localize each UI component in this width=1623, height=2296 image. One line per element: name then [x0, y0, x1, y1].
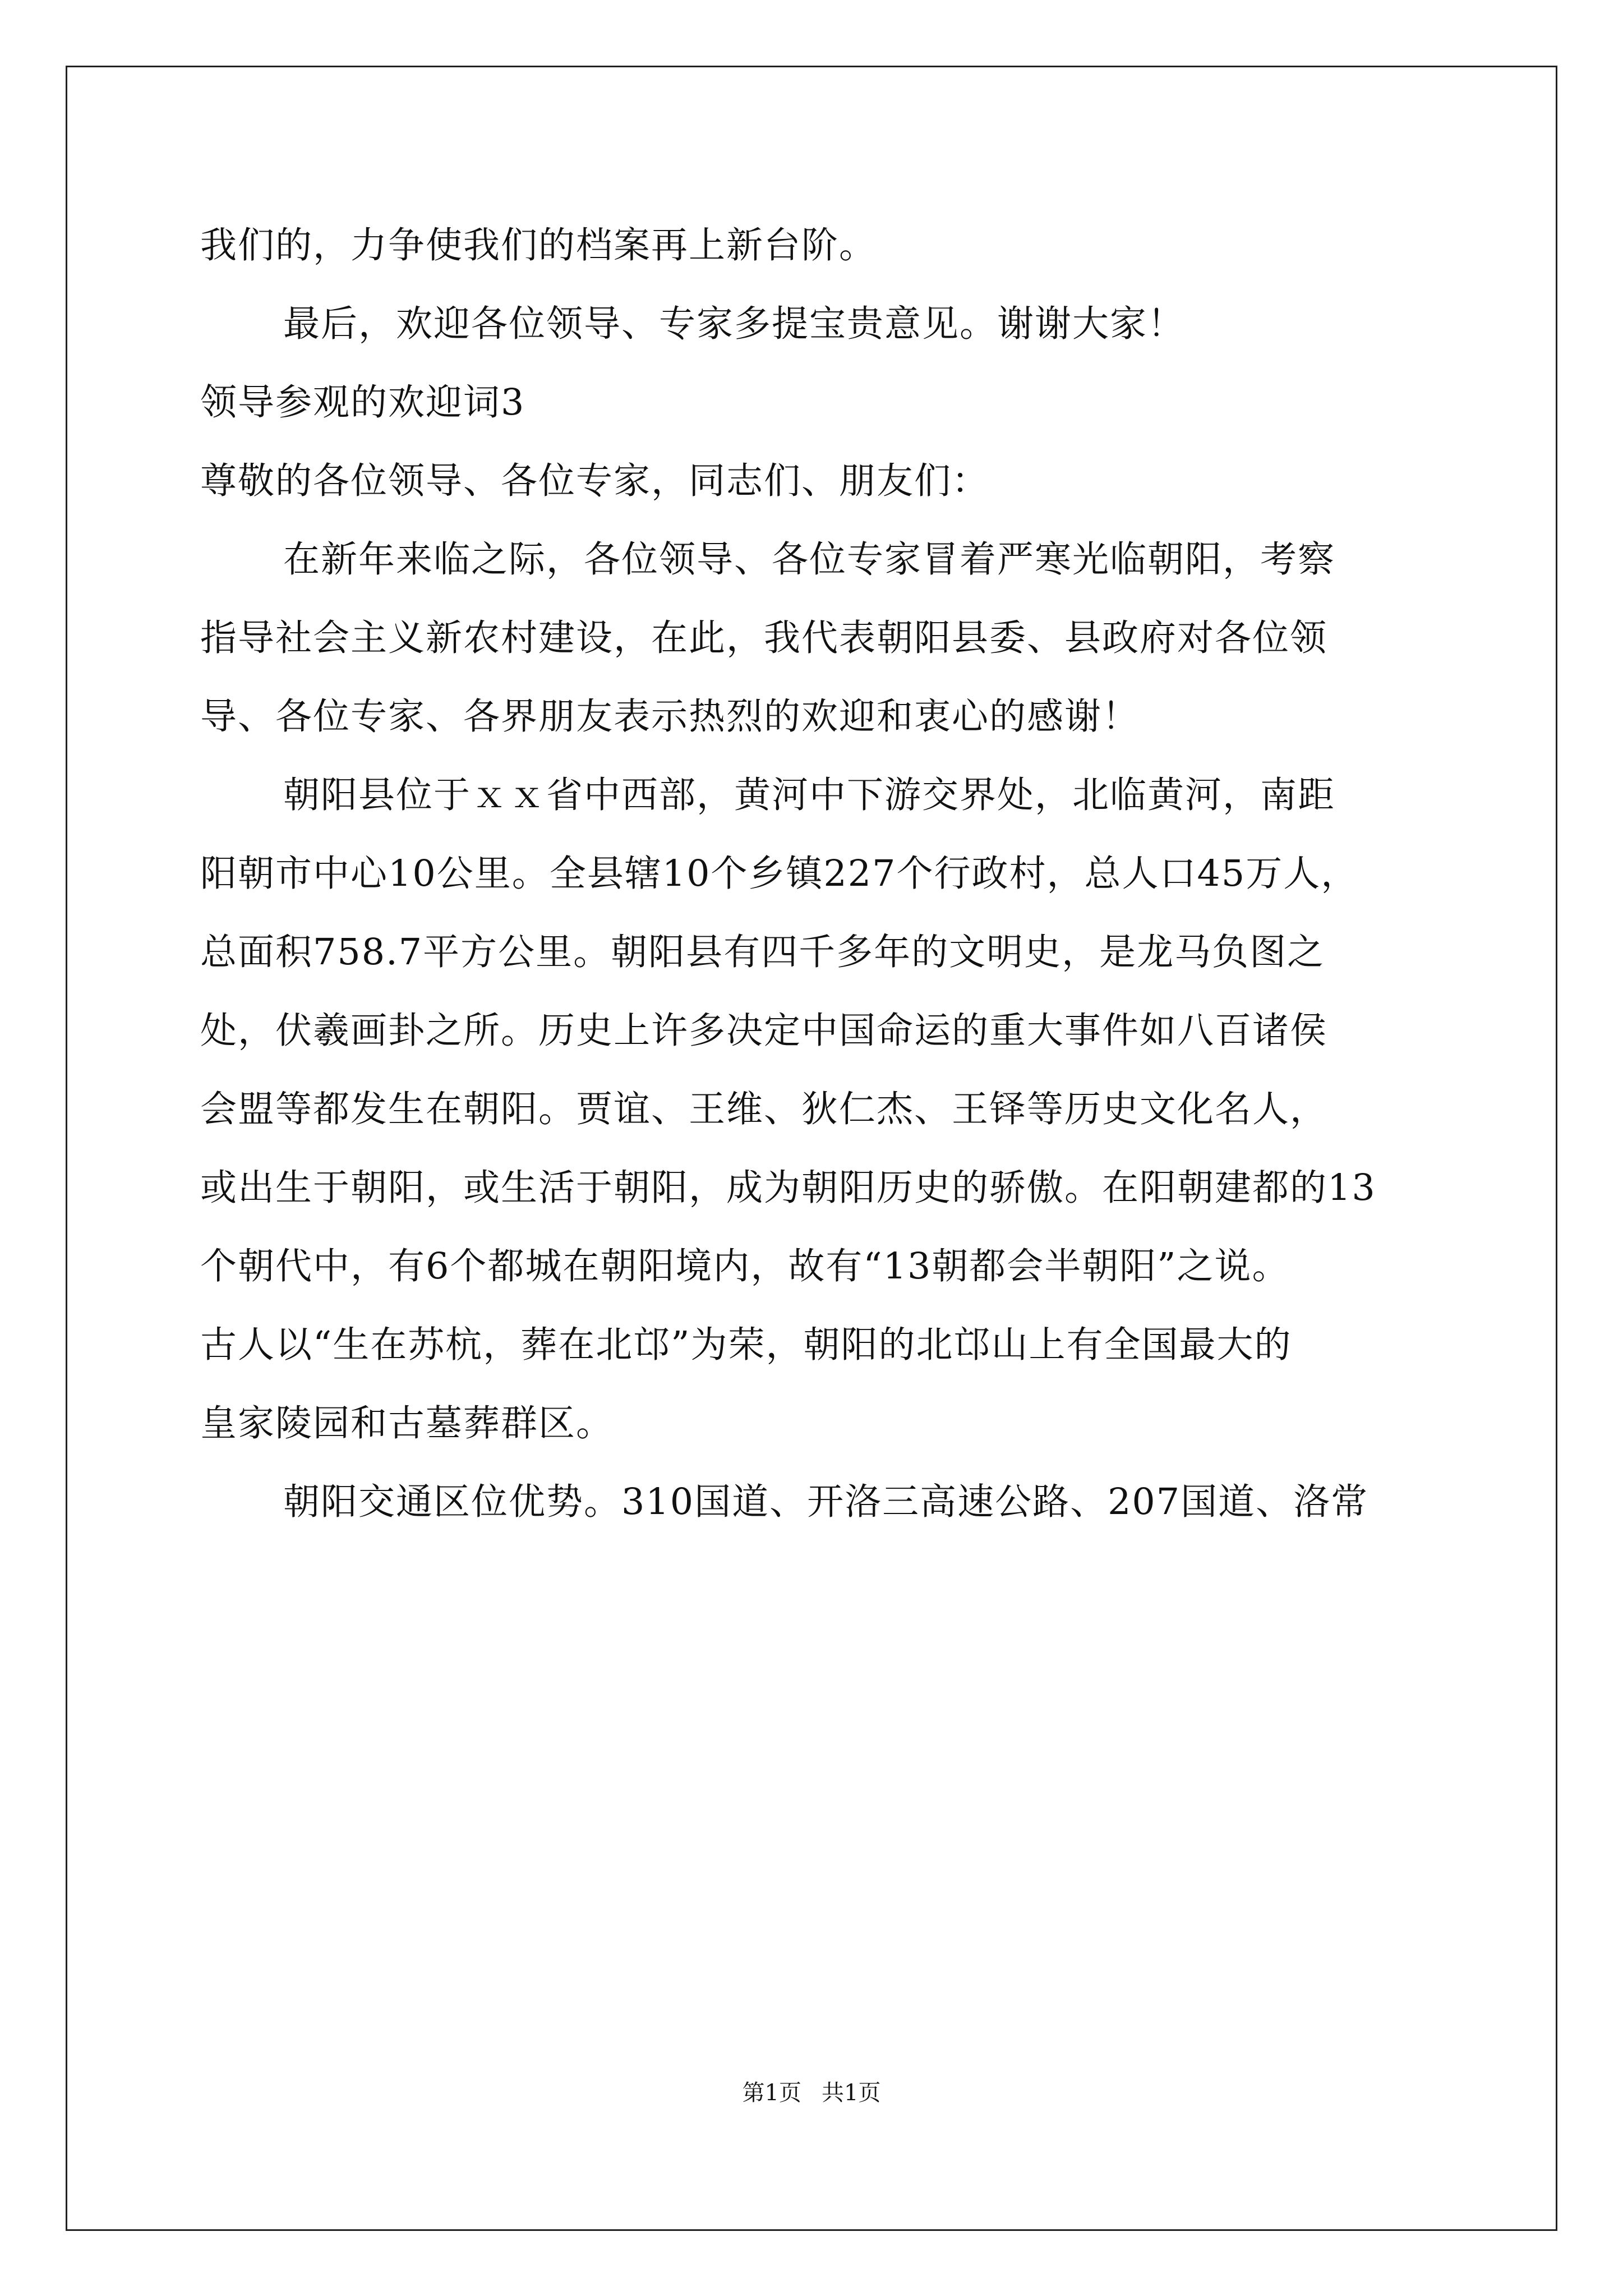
body-line-2: 最后，欢迎各位领导、专家多提宝贵意见。谢谢大家！: [283, 303, 1186, 345]
body-line-8: 朝阳县位于ｘｘ省中西部，黄河中下游交界处，北临黄河，南距: [283, 774, 1336, 816]
body-line-15: 古人以“生在苏杭，葬在北邙”为荣，朝阳的北邙山上有全国最大的: [200, 1324, 1292, 1366]
body-line-5: 在新年来临之际，各位领导、各位专家冒着严寒光临朝阳，考察: [283, 539, 1336, 581]
body-line-11: 处，伏羲画卦之所。历史上许多决定中国命运的重大事件如八百诸侯: [200, 1010, 1328, 1052]
page-total: 共1页: [822, 2080, 881, 2106]
body-line-13: 或出生于朝阳，或生活于朝阳，成为朝阳历史的骄傲。在阳朝建都的13: [200, 1167, 1376, 1209]
page-number: 第1页: [742, 2080, 801, 2106]
page-footer: [0, 2079, 1623, 2107]
section-heading: 领导参观的欢迎词3: [200, 381, 525, 424]
body-line-14: 个朝代中，有6个都城在朝阳境内，故有“13朝都会半朝阳”之说。: [200, 1245, 1290, 1287]
body-line-16: 皇家陵园和古墓葬群区。: [200, 1402, 614, 1444]
body-line-7: 导、各位专家、各界朋友表示热烈的欢迎和衷心的感谢！: [200, 696, 1140, 738]
body-line-17: 朝阳交通区位优势。310国道、开洛三高速公路、207国道、洛常: [283, 1481, 1369, 1523]
body-line-6: 指导社会主义新农村建设，在此，我代表朝阳县委、县政府对各位领: [200, 617, 1328, 659]
salutation: 尊敬的各位领导、各位专家，同志们、朋友们：: [200, 460, 990, 502]
body-line-1: 我们的，力争使我们的档案再上新台阶。: [200, 224, 877, 266]
body-line-12: 会盟等都发生在朝阳。贾谊、王维、狄仁杰、王铎等历史文化名人，: [200, 1088, 1328, 1130]
body-line-9: 阳朝市中心10公里。全县辖10个乡镇227个行政村，总人口45万人，: [200, 853, 1359, 895]
body-line-10: 总面积758.7平方公里。朝阳县有四千多年的文明史，是龙马负图之: [200, 931, 1325, 973]
